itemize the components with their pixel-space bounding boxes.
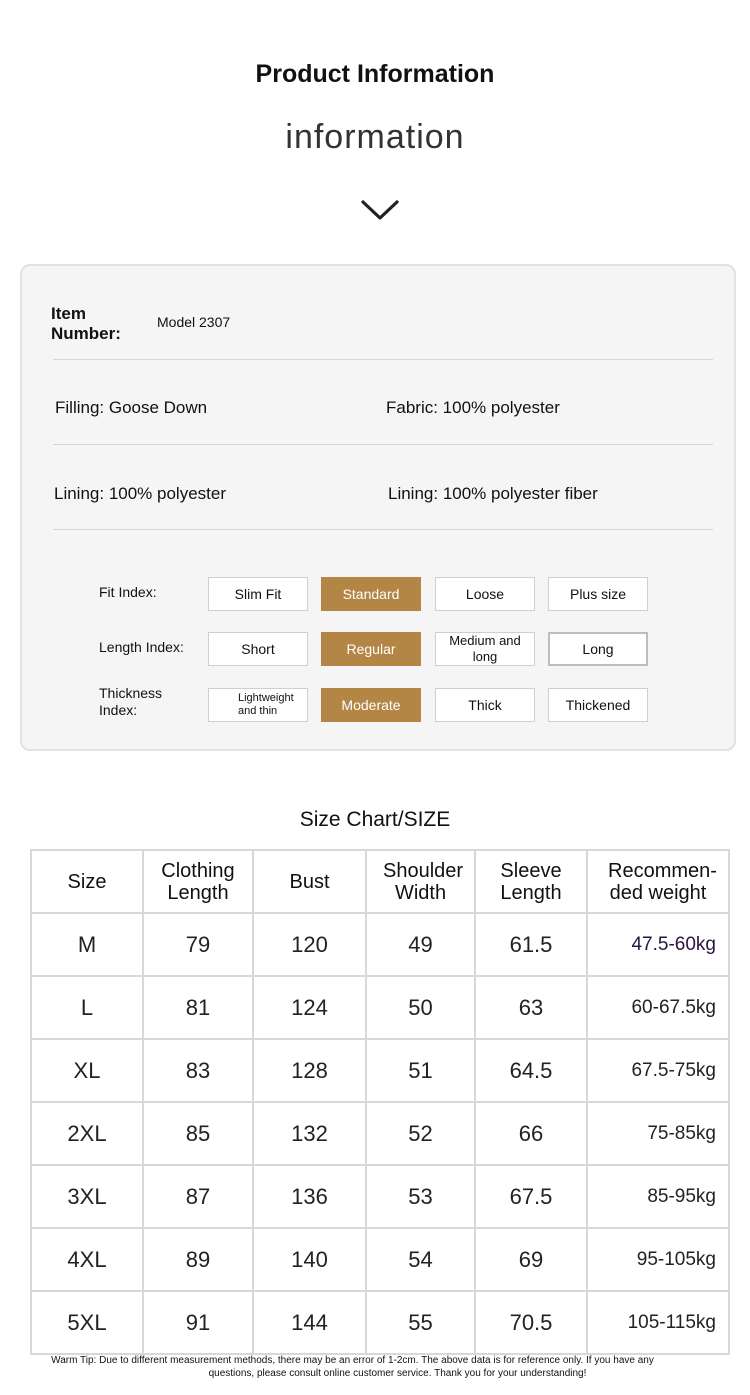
cell-length: 89 <box>143 1228 253 1291</box>
cell-length: 85 <box>143 1102 253 1165</box>
header-recommended-weight: Recommen-ded weight <box>587 850 729 913</box>
cell-bust: 144 <box>253 1291 366 1354</box>
warm-tip-line-1: Warm Tip: Due to different measurement methods, there may be an error of 1-2cm. The above data is for reference only. If you have any <box>51 1355 654 1366</box>
cell-weight: 95-105kg <box>587 1228 729 1291</box>
fit-option-standard: Standard <box>321 577 421 611</box>
divider <box>53 359 713 360</box>
cell-bust: 132 <box>253 1102 366 1165</box>
cell-weight: 85-95kg <box>587 1165 729 1228</box>
table-header-row <box>31 850 729 913</box>
cell-weight: 105-115kg <box>587 1291 729 1354</box>
length-option-long: Long <box>548 632 648 666</box>
cell-shoulder: 49 <box>366 913 475 976</box>
header-bust: Bust <box>253 850 366 913</box>
filling-text: Filling: Goose Down <box>55 398 208 417</box>
table-row <box>31 1165 729 1228</box>
cell-shoulder: 54 <box>366 1228 475 1291</box>
cell-length: 79 <box>143 913 253 976</box>
cell-size: 5XL <box>31 1291 143 1354</box>
cell-size: L <box>31 976 143 1039</box>
cell-size: 3XL <box>31 1165 143 1228</box>
thickness-index-label: Thickness Index: <box>99 685 163 718</box>
cell-bust: 140 <box>253 1228 366 1291</box>
length-option-short: Short <box>208 632 308 666</box>
item-number-value: Model 2307 <box>157 314 231 330</box>
thickness-option-light: Lightweight and thin <box>208 688 308 722</box>
cell-length: 87 <box>143 1165 253 1228</box>
header-shoulder-width: Shoulder Width <box>366 850 475 913</box>
table-row <box>31 1228 729 1291</box>
warm-tip <box>0 1354 750 1380</box>
fabric-text: Fabric: 100% polyester <box>386 398 560 417</box>
page-subtitle: information <box>285 118 465 156</box>
cell-shoulder: 53 <box>366 1165 475 1228</box>
length-option-regular: Regular <box>321 632 421 666</box>
cell-sleeve: 67.5 <box>475 1165 587 1228</box>
cell-size: M <box>31 913 143 976</box>
cell-weight: 75-85kg <box>587 1102 729 1165</box>
divider <box>53 444 713 445</box>
warm-tip-line-2: questions, please consult online customer service. Thank you for your understanding! <box>208 1368 587 1379</box>
header-sleeve-length: Sleeve Length <box>475 850 587 913</box>
cell-sleeve: 70.5 <box>475 1291 587 1354</box>
table-row <box>31 1291 729 1354</box>
cell-length: 91 <box>143 1291 253 1354</box>
header-size: Size <box>31 850 143 913</box>
cell-bust: 124 <box>253 976 366 1039</box>
lining-text: Lining: 100% polyester <box>54 484 227 503</box>
table-row <box>31 913 729 976</box>
cell-size: 2XL <box>31 1102 143 1165</box>
cell-sleeve: 63 <box>475 976 587 1039</box>
cell-size: XL <box>31 1039 143 1102</box>
fit-option-loose: Loose <box>435 577 535 611</box>
cell-sleeve: 64.5 <box>475 1039 587 1102</box>
size-chart-title: Size Chart/SIZE <box>299 808 451 831</box>
page-title: Product Information <box>255 60 495 88</box>
cell-size: 4XL <box>31 1228 143 1291</box>
chevron-down-icon <box>360 198 400 224</box>
table-row <box>31 1102 729 1165</box>
cell-sleeve: 61.5 <box>475 913 587 976</box>
table-row <box>31 1039 729 1102</box>
fit-index-label: Fit Index: <box>99 584 157 600</box>
cell-bust: 128 <box>253 1039 366 1102</box>
lining-fiber-text: Lining: 100% polyester fiber <box>388 484 598 503</box>
fit-option-slim: Slim Fit <box>208 577 308 611</box>
thickness-option-thick: Thick <box>435 688 535 722</box>
cell-weight: 60-67.5kg <box>587 976 729 1039</box>
cell-sleeve: 66 <box>475 1102 587 1165</box>
size-chart-table <box>30 849 730 1355</box>
cell-shoulder: 51 <box>366 1039 475 1102</box>
cell-bust: 120 <box>253 913 366 976</box>
thickness-option-moderate: Moderate <box>321 688 421 722</box>
cell-weight: 47.5-60kg <box>587 913 729 976</box>
cell-length: 83 <box>143 1039 253 1102</box>
product-info-card <box>20 264 736 751</box>
item-number-label: Item Number: <box>51 304 121 343</box>
divider <box>53 529 713 530</box>
cell-shoulder: 52 <box>366 1102 475 1165</box>
cell-bust: 136 <box>253 1165 366 1228</box>
cell-shoulder: 55 <box>366 1291 475 1354</box>
cell-weight: 67.5-75kg <box>587 1039 729 1102</box>
length-option-medium-long: Medium and long <box>435 632 535 666</box>
cell-length: 81 <box>143 976 253 1039</box>
fit-option-plus: Plus size <box>548 577 648 611</box>
cell-shoulder: 50 <box>366 976 475 1039</box>
thickness-option-thickened: Thickened <box>548 688 648 722</box>
table-row <box>31 976 729 1039</box>
length-index-label: Length Index: <box>99 639 184 655</box>
cell-sleeve: 69 <box>475 1228 587 1291</box>
header-clothing-length: Clothing Length <box>143 850 253 913</box>
